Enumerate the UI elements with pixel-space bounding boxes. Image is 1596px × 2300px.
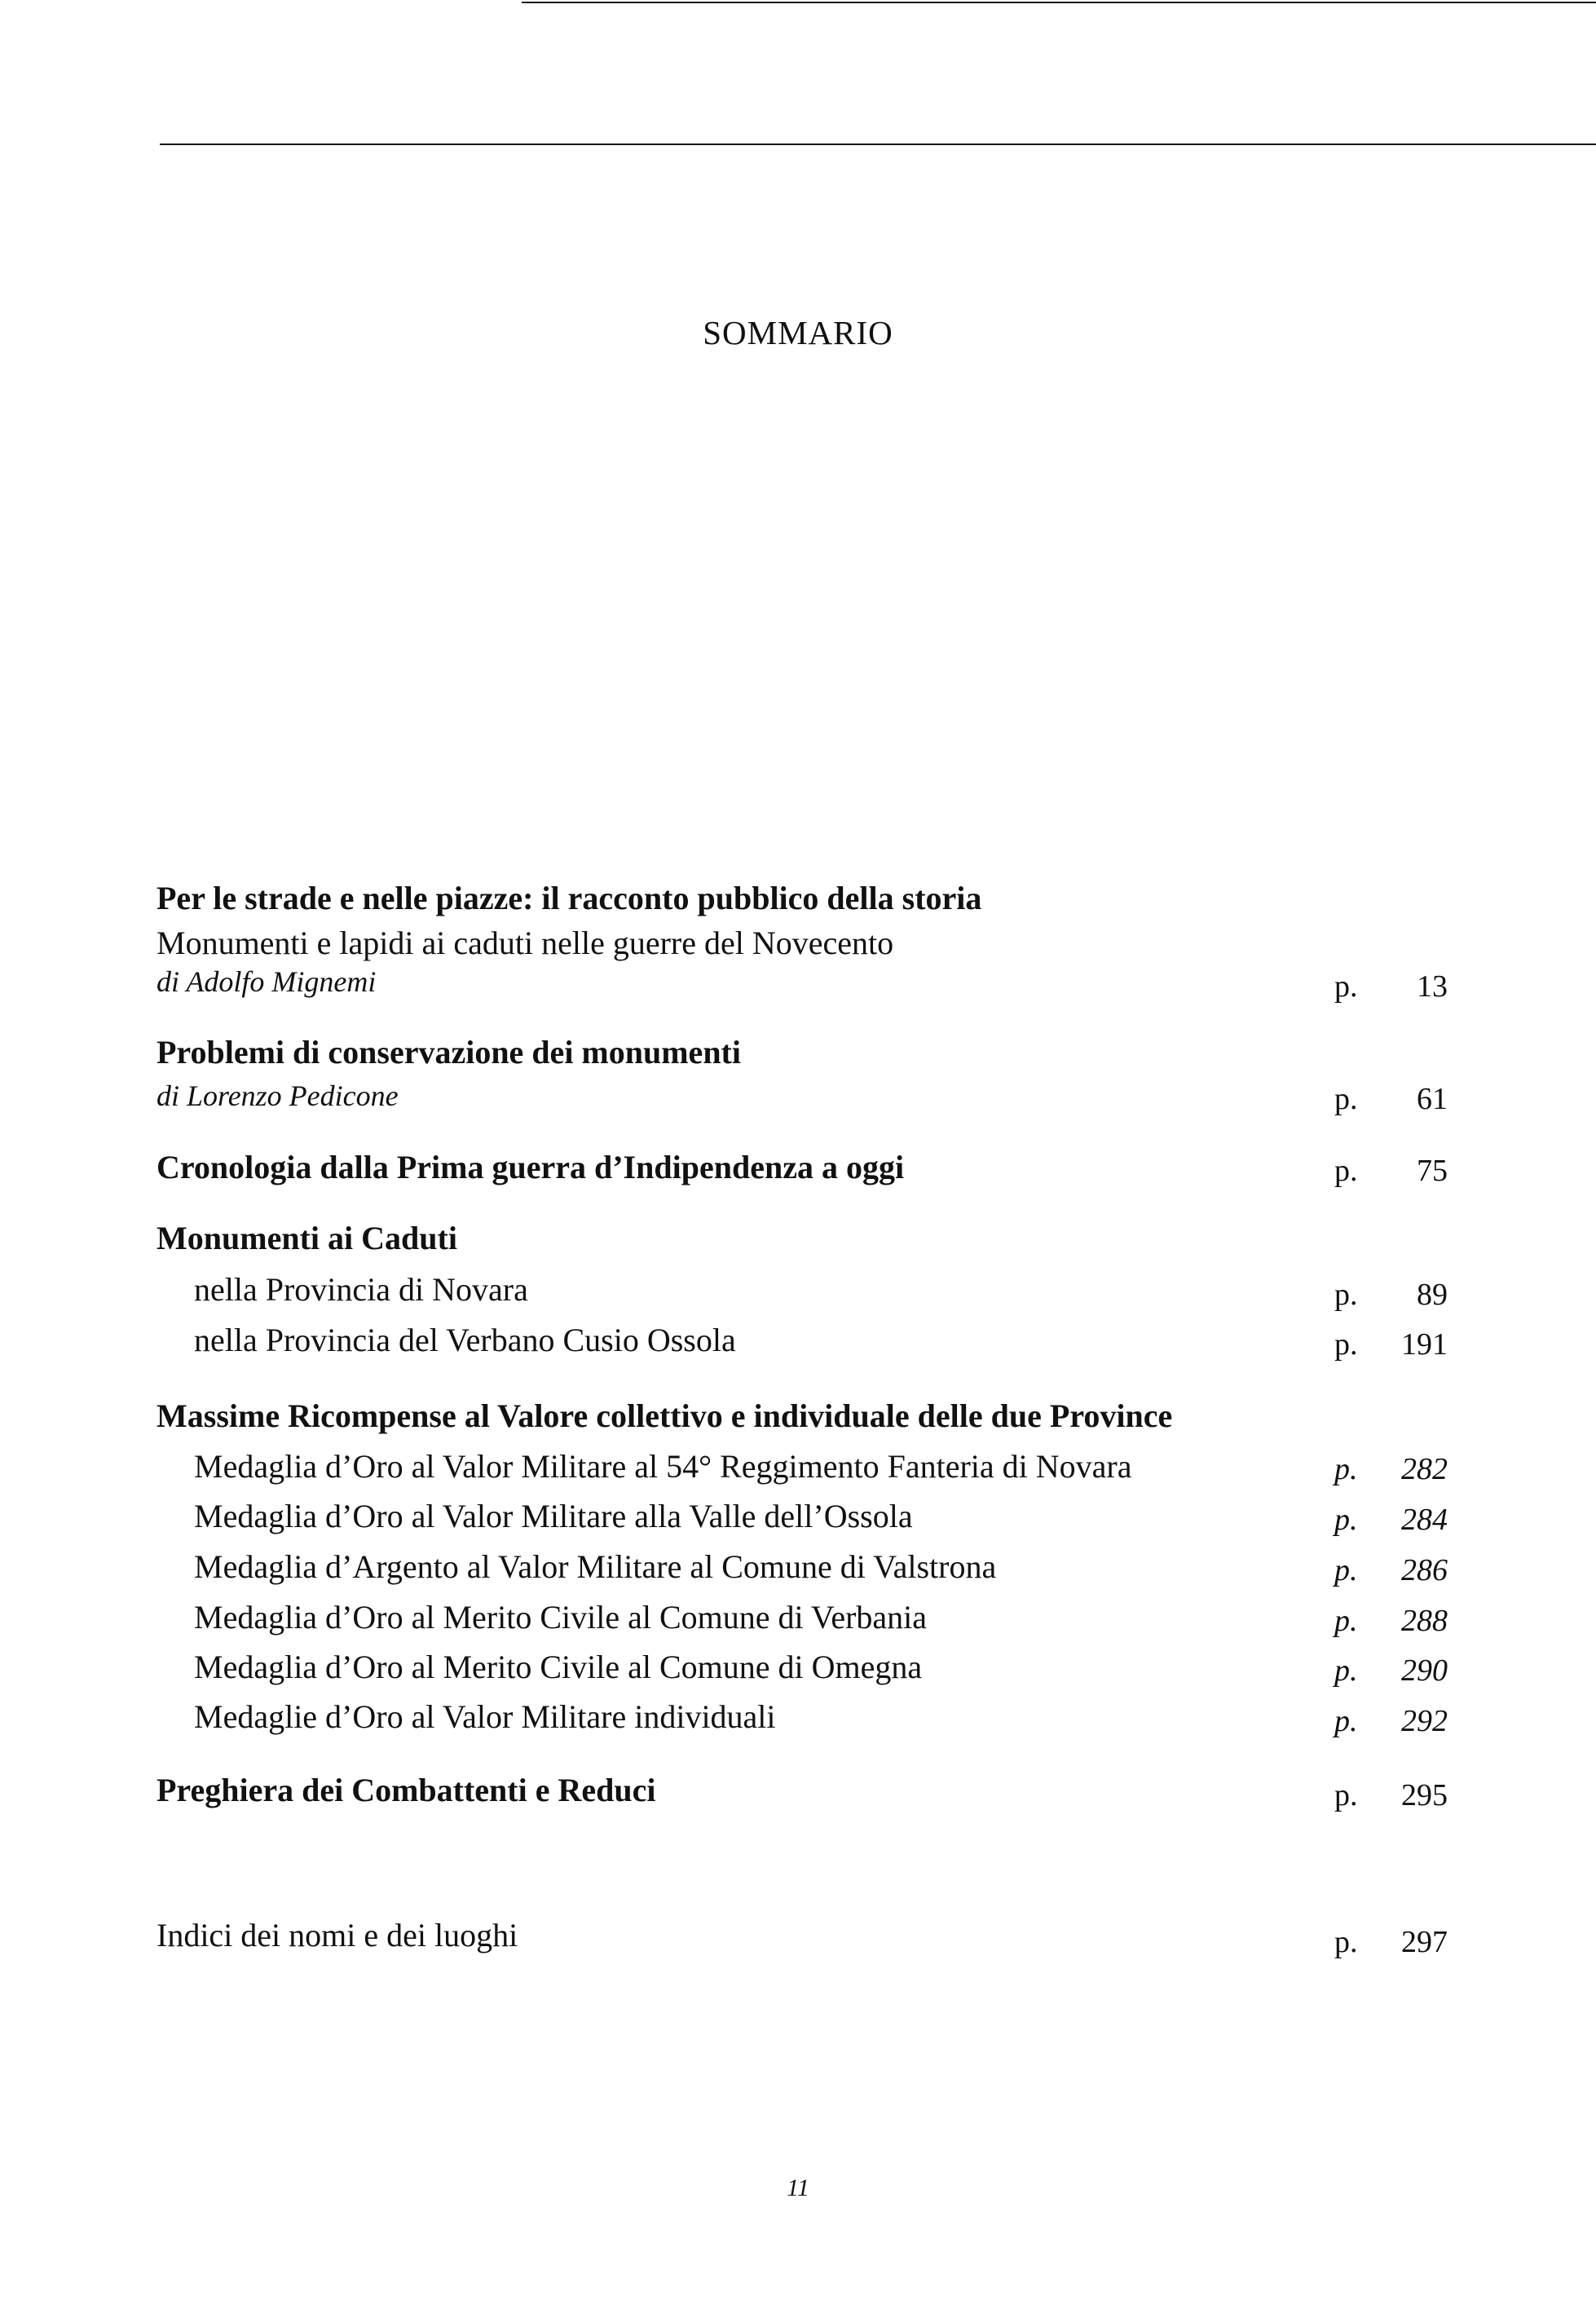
page-prefix: p. [1334,1604,1358,1638]
page-title: SOMMARIO [703,314,893,351]
toc-heading: Preghiera dei Combattenti e Reduci [157,1772,656,1808]
page-number: 61 [1417,1082,1448,1116]
toc-heading: Problemi di conservazione dei monumenti [157,1034,741,1071]
toc-author: di Lorenzo Pedicone [157,1079,399,1112]
page-prefix: p. [1334,1503,1358,1537]
page-number: 13 [1417,969,1448,1004]
page-prefix: p. [1334,1327,1358,1362]
toc-heading-subtitle: Monumenti e lapidi ai caduti nelle guerre del Novecento [157,925,894,961]
toc-heading: Indici dei nomi e dei luoghi [157,1917,518,1953]
page-number: 75 [1417,1154,1448,1188]
page-prefix: p. [1334,1553,1358,1587]
page-prefix: p. [1334,1278,1358,1312]
page-number: 191 [1401,1327,1448,1362]
page-prefix: p. [1334,1082,1358,1116]
toc-heading: Monumenti ai Caduti [157,1220,457,1256]
toc-subitem: Medaglia d’Oro al Valor Militare al 54° Reggimento Fanteria di Novara [194,1448,1132,1485]
page-number: 297 [1401,1925,1448,1959]
page-prefix: p. [1334,1778,1358,1812]
page-number: 282 [1401,1452,1448,1486]
toc-heading: Cronologia dalla Prima guerra d’Indipendenza a oggi [157,1149,905,1185]
top-rule [522,2,1596,3]
page-prefix: p. [1334,1452,1358,1486]
header-rule [160,143,1596,145]
page-prefix: p. [1334,1704,1358,1738]
toc-subitem: Medaglia d’Oro al Merito Civile al Comune di Omegna [194,1649,923,1685]
toc-heading: Per le strade e nelle piazze: il racconto pubblico della storia [157,880,982,916]
toc-subitem: Medaglia d’Oro al Merito Civile al Comune di Verbania [194,1599,928,1636]
page-prefix: p. [1334,1653,1358,1688]
toc-subitem: nella Provincia del Verbano Cusio Ossola [194,1322,736,1358]
page-number: 284 [1401,1503,1448,1537]
page-number: 286 [1401,1553,1448,1587]
page-prefix: p. [1334,969,1358,1004]
toc-subitem: Medaglia d’Oro al Valor Militare alla Valle dell’Ossola [194,1498,913,1534]
toc-subitem: nella Provincia di Novara [194,1271,528,1308]
toc-heading: Massime Ricompense al Valore collettivo e individuale delle due Province [157,1397,1173,1434]
toc-subitem: Medaglie d’Oro al Valor Militare individuali [194,1698,776,1735]
toc-author: di Adolfo Mignemi [157,965,377,998]
page-number: 288 [1401,1604,1448,1638]
page-prefix: p. [1334,1154,1358,1188]
page-prefix: p. [1334,1925,1358,1959]
toc-subitem: Medaglia d’Argento al Valor Militare al Comune di Valstrona [194,1548,997,1585]
page-folio: 11 [787,2174,809,2201]
page-number: 292 [1401,1704,1448,1738]
page-number: 290 [1401,1653,1448,1688]
page-number: 89 [1417,1278,1448,1312]
page-number: 295 [1401,1778,1448,1812]
